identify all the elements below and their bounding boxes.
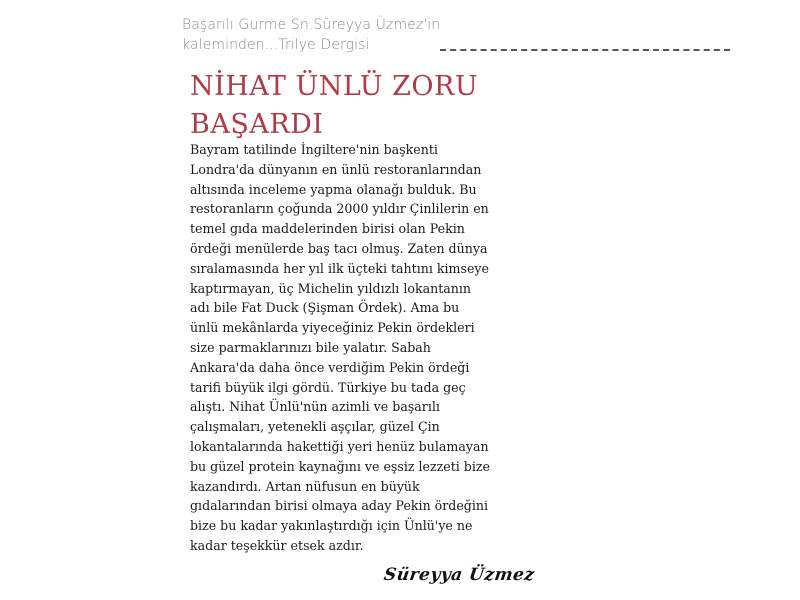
dashed-divider xyxy=(440,49,730,51)
article-title xyxy=(190,68,510,144)
author-signature: Süreyya Üzmez xyxy=(382,565,536,585)
body-line: gıdalarından birisi olmaya aday Pekin ördeğini xyxy=(190,498,489,514)
body-line: kadar teşekkür etsek azdır. xyxy=(190,537,364,553)
body-line: ünlü mekânlarda yiyeceğiniz Pekin ördekleri xyxy=(190,320,475,336)
body-line: lokantalarında hakettiği yeri henüz bulamayan xyxy=(190,438,489,454)
body-line: size parmaklarınızı bile yalatır. Sabah xyxy=(190,339,431,355)
body-line: temel gıda maddelerinden birisi olan Pekin xyxy=(190,221,465,237)
intro-line-2: kaleminden...Trilye Dergisi xyxy=(182,37,370,53)
body-line: alıştı. Nihat Ünlü'nün azimli ve başarılı xyxy=(190,399,440,415)
body-line: çalışmaları, yetenekli aşçılar, güzel Çin xyxy=(190,419,440,435)
article-body xyxy=(190,140,512,556)
body-line: bize bu kadar yakınlaştırdığı için Ünlü'ye ne xyxy=(190,518,473,534)
body-line: Ankara'da daha önce verdiğim Pekin ördeği xyxy=(190,359,470,375)
title-line-1: NİHAT ÜNLÜ ZORU xyxy=(190,71,479,102)
body-line: tarifi büyük ilgi gördü. Türkiye bu tada geç xyxy=(190,379,466,395)
title-line-2: BAŞARDI xyxy=(190,109,324,140)
body-line: Bayram tatilinde İngiltere'nin başkenti xyxy=(190,142,438,157)
body-line: kazandırdı. Artan nüfusun en büyük xyxy=(190,478,420,494)
body-line: kaptırmayan, üç Michelin yıldızlı lokantanın xyxy=(190,280,472,296)
body-line: Londra'da dünyanın en ünlü restoranlarından xyxy=(190,161,482,177)
body-line: adı bile Fat Duck (Şişman Ördek). Ama bu xyxy=(190,300,460,316)
body-line: altısında inceleme yapma olanağı bulduk. Bu xyxy=(190,181,477,197)
body-line: restoranların çoğunda 2000 yıldır Çinlilerin en xyxy=(190,201,489,217)
body-line: ördeği menülerde baş tacı olmuş. Zaten dünya xyxy=(190,240,488,256)
body-line: bu güzel protein kaynağını ve eşsiz lezzeti bize xyxy=(190,458,490,474)
intro-line-1: Başarılı Gurme Sn.Süreyya Üzmez'in xyxy=(182,17,441,33)
body-line: sıralamasında her yıl ilk üçteki tahtını kimseye xyxy=(190,260,489,276)
